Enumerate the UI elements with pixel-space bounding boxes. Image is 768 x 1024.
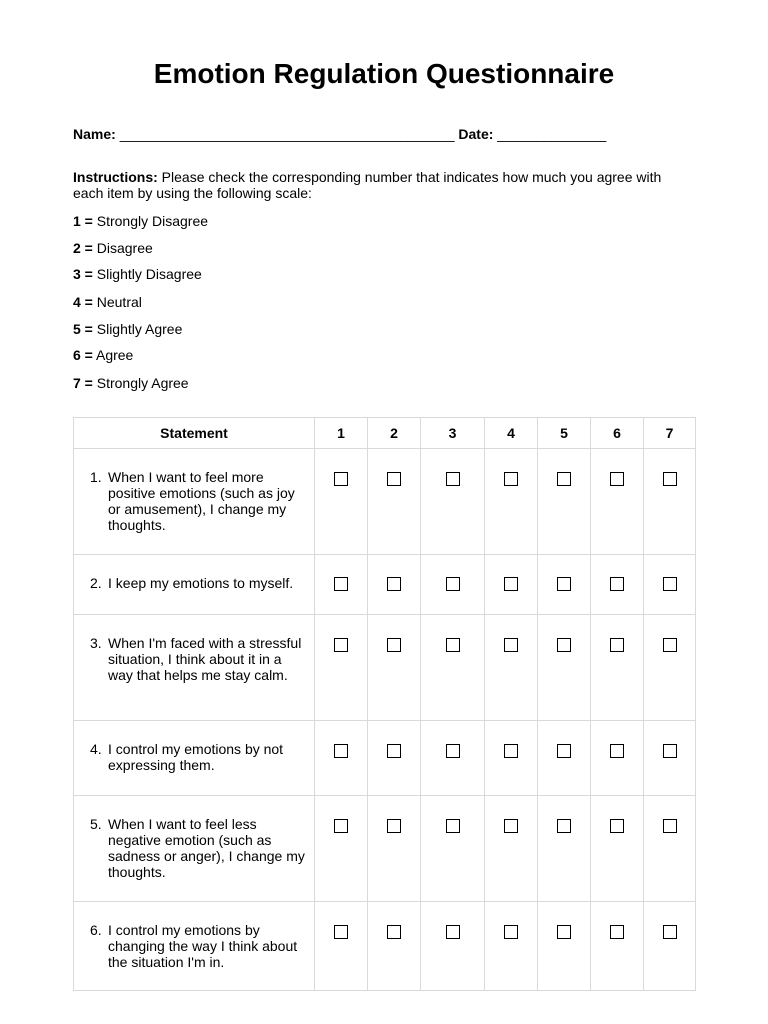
rating-cell-1: [315, 555, 368, 615]
scale-item: [73, 294, 142, 310]
rating-cell-7: [644, 721, 696, 796]
rating-checkbox-6[interactable]: [610, 472, 624, 486]
statement: [90, 816, 306, 880]
rating-checkbox-1[interactable]: [334, 744, 348, 758]
statement: [90, 635, 306, 683]
table-row: [74, 449, 696, 555]
scale-label: Slightly Agree: [92, 321, 183, 337]
rating-checkbox-7[interactable]: [663, 472, 677, 486]
rating-checkbox-2[interactable]: [387, 744, 401, 758]
table-row: [74, 555, 696, 615]
scale-item: [73, 347, 133, 363]
rating-checkbox-4[interactable]: [504, 819, 518, 833]
rating-checkbox-3[interactable]: [446, 744, 460, 758]
column-header-statement: Statement: [74, 418, 315, 449]
rating-checkbox-1[interactable]: [334, 819, 348, 833]
rating-cell-5: [538, 902, 591, 991]
rating-cell-3: [421, 796, 485, 902]
column-header-2: 2: [368, 418, 421, 449]
column-header-1: 1: [315, 418, 368, 449]
rating-cell-3: [421, 555, 485, 615]
rating-checkbox-3[interactable]: [446, 577, 460, 591]
scale-key: 2 =: [73, 240, 93, 256]
rating-cell-1: [315, 796, 368, 902]
rating-checkbox-1[interactable]: [334, 925, 348, 939]
rating-cell-7: [644, 615, 696, 721]
rating-checkbox-2[interactable]: [387, 638, 401, 652]
rating-checkbox-6[interactable]: [610, 638, 624, 652]
rating-cell-2: [368, 555, 421, 615]
rating-checkbox-6[interactable]: [610, 819, 624, 833]
rating-cell-6: [591, 796, 644, 902]
rating-cell-1: [315, 615, 368, 721]
rating-cell-4: [485, 449, 538, 555]
table-row: [74, 902, 696, 991]
rating-cell-6: [591, 449, 644, 555]
instructions-text: Please check the corresponding number that indicates how much you agree with each item by using the following scale:: [73, 169, 662, 201]
rating-cell-1: [315, 449, 368, 555]
column-header-3: 3: [421, 418, 485, 449]
statement-number: 6.: [90, 922, 102, 938]
statement: [90, 469, 306, 533]
rating-cell-5: [538, 721, 591, 796]
statement-text: I control my emotions by not expressing them.: [108, 741, 284, 773]
rating-checkbox-2[interactable]: [387, 925, 401, 939]
rating-cell-3: [421, 902, 485, 991]
rating-checkbox-7[interactable]: [663, 577, 677, 591]
rating-cell-6: [591, 721, 644, 796]
rating-checkbox-5[interactable]: [557, 472, 571, 486]
statement-number: 2.: [90, 575, 102, 591]
rating-cell-6: [591, 555, 644, 615]
questionnaire-table: [73, 417, 696, 991]
rating-checkbox-4[interactable]: [504, 472, 518, 486]
rating-checkbox-4[interactable]: [504, 744, 518, 758]
column-header-5: 5: [538, 418, 591, 449]
scale-key: 5 =: [73, 321, 93, 337]
scale-key: 4 =: [73, 294, 93, 310]
rating-cell-7: [644, 902, 696, 991]
scale-item: [73, 375, 189, 391]
table-row: [74, 721, 696, 796]
statement-cell: [74, 796, 315, 902]
statement: [90, 575, 306, 591]
rating-checkbox-1[interactable]: [334, 472, 348, 486]
statement-cell: [74, 449, 315, 555]
rating-checkbox-6[interactable]: [610, 577, 624, 591]
rating-checkbox-4[interactable]: [504, 577, 518, 591]
rating-cell-7: [644, 796, 696, 902]
instructions-label: Instructions:: [73, 169, 158, 185]
rating-checkbox-5[interactable]: [557, 638, 571, 652]
rating-checkbox-2[interactable]: [387, 472, 401, 486]
rating-cell-2: [368, 449, 421, 555]
rating-checkbox-5[interactable]: [557, 819, 571, 833]
rating-checkbox-5[interactable]: [557, 925, 571, 939]
statement-cell: [74, 615, 315, 721]
column-header-7: 7: [644, 418, 696, 449]
rating-cell-6: [591, 615, 644, 721]
scale-label: Agree: [92, 347, 134, 363]
rating-cell-7: [644, 449, 696, 555]
statement-text: When I want to feel less negative emotion (such as sadness or anger), I change my thoughts.: [108, 816, 305, 880]
scale-key: 7 =: [73, 375, 93, 391]
rating-cell-7: [644, 555, 696, 615]
statement-cell: [74, 721, 315, 796]
scale-label: Neutral: [92, 294, 142, 310]
table-row: [74, 615, 696, 721]
scale-key: 6 =: [73, 347, 93, 363]
rating-cell-5: [538, 615, 591, 721]
scale-item: [73, 266, 202, 282]
statement-cell: [74, 902, 315, 991]
column-header-4: 4: [485, 418, 538, 449]
statement-cell: [74, 555, 315, 615]
name-field[interactable]: ___________________________________________: [119, 126, 455, 142]
scale-item: [73, 213, 208, 229]
rating-cell-4: [485, 721, 538, 796]
scale-label: Strongly Agree: [92, 375, 189, 391]
name-date-line: [73, 126, 606, 142]
rating-cell-2: [368, 796, 421, 902]
statement-number: 4.: [90, 741, 102, 757]
statement-number: 5.: [90, 816, 102, 832]
rating-checkbox-2[interactable]: [387, 819, 401, 833]
rating-cell-1: [315, 721, 368, 796]
rating-checkbox-3[interactable]: [446, 925, 460, 939]
scale-item: [73, 321, 182, 337]
rating-cell-4: [485, 555, 538, 615]
rating-checkbox-5[interactable]: [557, 744, 571, 758]
statement-text: When I'm faced with a stressful situation, I think about it in a way that helps me stay calm.: [108, 635, 302, 683]
rating-checkbox-6[interactable]: [610, 925, 624, 939]
rating-cell-6: [591, 902, 644, 991]
scale-key: 3 =: [73, 266, 93, 282]
date-field[interactable]: ______________: [497, 126, 607, 142]
rating-checkbox-3[interactable]: [446, 638, 460, 652]
rating-checkbox-4[interactable]: [504, 638, 518, 652]
rating-checkbox-3[interactable]: [446, 819, 460, 833]
rating-cell-5: [538, 796, 591, 902]
rating-cell-4: [485, 902, 538, 991]
name-label: Name:: [73, 126, 116, 142]
rating-cell-3: [421, 449, 485, 555]
scale-label: Slightly Disagree: [92, 266, 202, 282]
statement-number: 1.: [90, 469, 102, 485]
date-label: Date:: [458, 126, 494, 142]
rating-cell-2: [368, 721, 421, 796]
rating-checkbox-2[interactable]: [387, 577, 401, 591]
scale-key: 1 =: [73, 213, 93, 229]
rating-checkbox-7[interactable]: [663, 819, 677, 833]
rating-checkbox-7[interactable]: [663, 925, 677, 939]
statement-text: When I want to feel more positive emotions (such as joy or amusement), I change my thoughts.: [108, 469, 295, 533]
rating-checkbox-5[interactable]: [557, 577, 571, 591]
statement: [90, 922, 306, 970]
rating-cell-3: [421, 615, 485, 721]
table-row: [74, 796, 696, 902]
rating-checkbox-4[interactable]: [504, 925, 518, 939]
table-header-row: [74, 418, 696, 449]
statement: [90, 741, 306, 773]
rating-checkbox-6[interactable]: [610, 744, 624, 758]
rating-checkbox-7[interactable]: [663, 744, 677, 758]
statement-text: I control my emotions by changing the way I think about the situation I'm in.: [108, 922, 298, 970]
statement-text: I keep my emotions to myself.: [108, 575, 294, 591]
scale-label: Strongly Disagree: [92, 213, 209, 229]
statement-number: 3.: [90, 635, 102, 651]
rating-cell-5: [538, 449, 591, 555]
rating-cell-4: [485, 796, 538, 902]
rating-cell-4: [485, 615, 538, 721]
rating-checkbox-1[interactable]: [334, 638, 348, 652]
rating-cell-5: [538, 555, 591, 615]
scale-item: [73, 240, 153, 256]
rating-cell-1: [315, 902, 368, 991]
rating-checkbox-7[interactable]: [663, 638, 677, 652]
rating-checkbox-3[interactable]: [446, 472, 460, 486]
rating-cell-2: [368, 902, 421, 991]
instructions: [73, 169, 673, 201]
rating-cell-3: [421, 721, 485, 796]
rating-cell-2: [368, 615, 421, 721]
page-title: Emotion Regulation Questionnaire: [153, 58, 615, 89]
scale-label: Disagree: [92, 240, 153, 256]
column-header-6: 6: [591, 418, 644, 449]
rating-checkbox-1[interactable]: [334, 577, 348, 591]
